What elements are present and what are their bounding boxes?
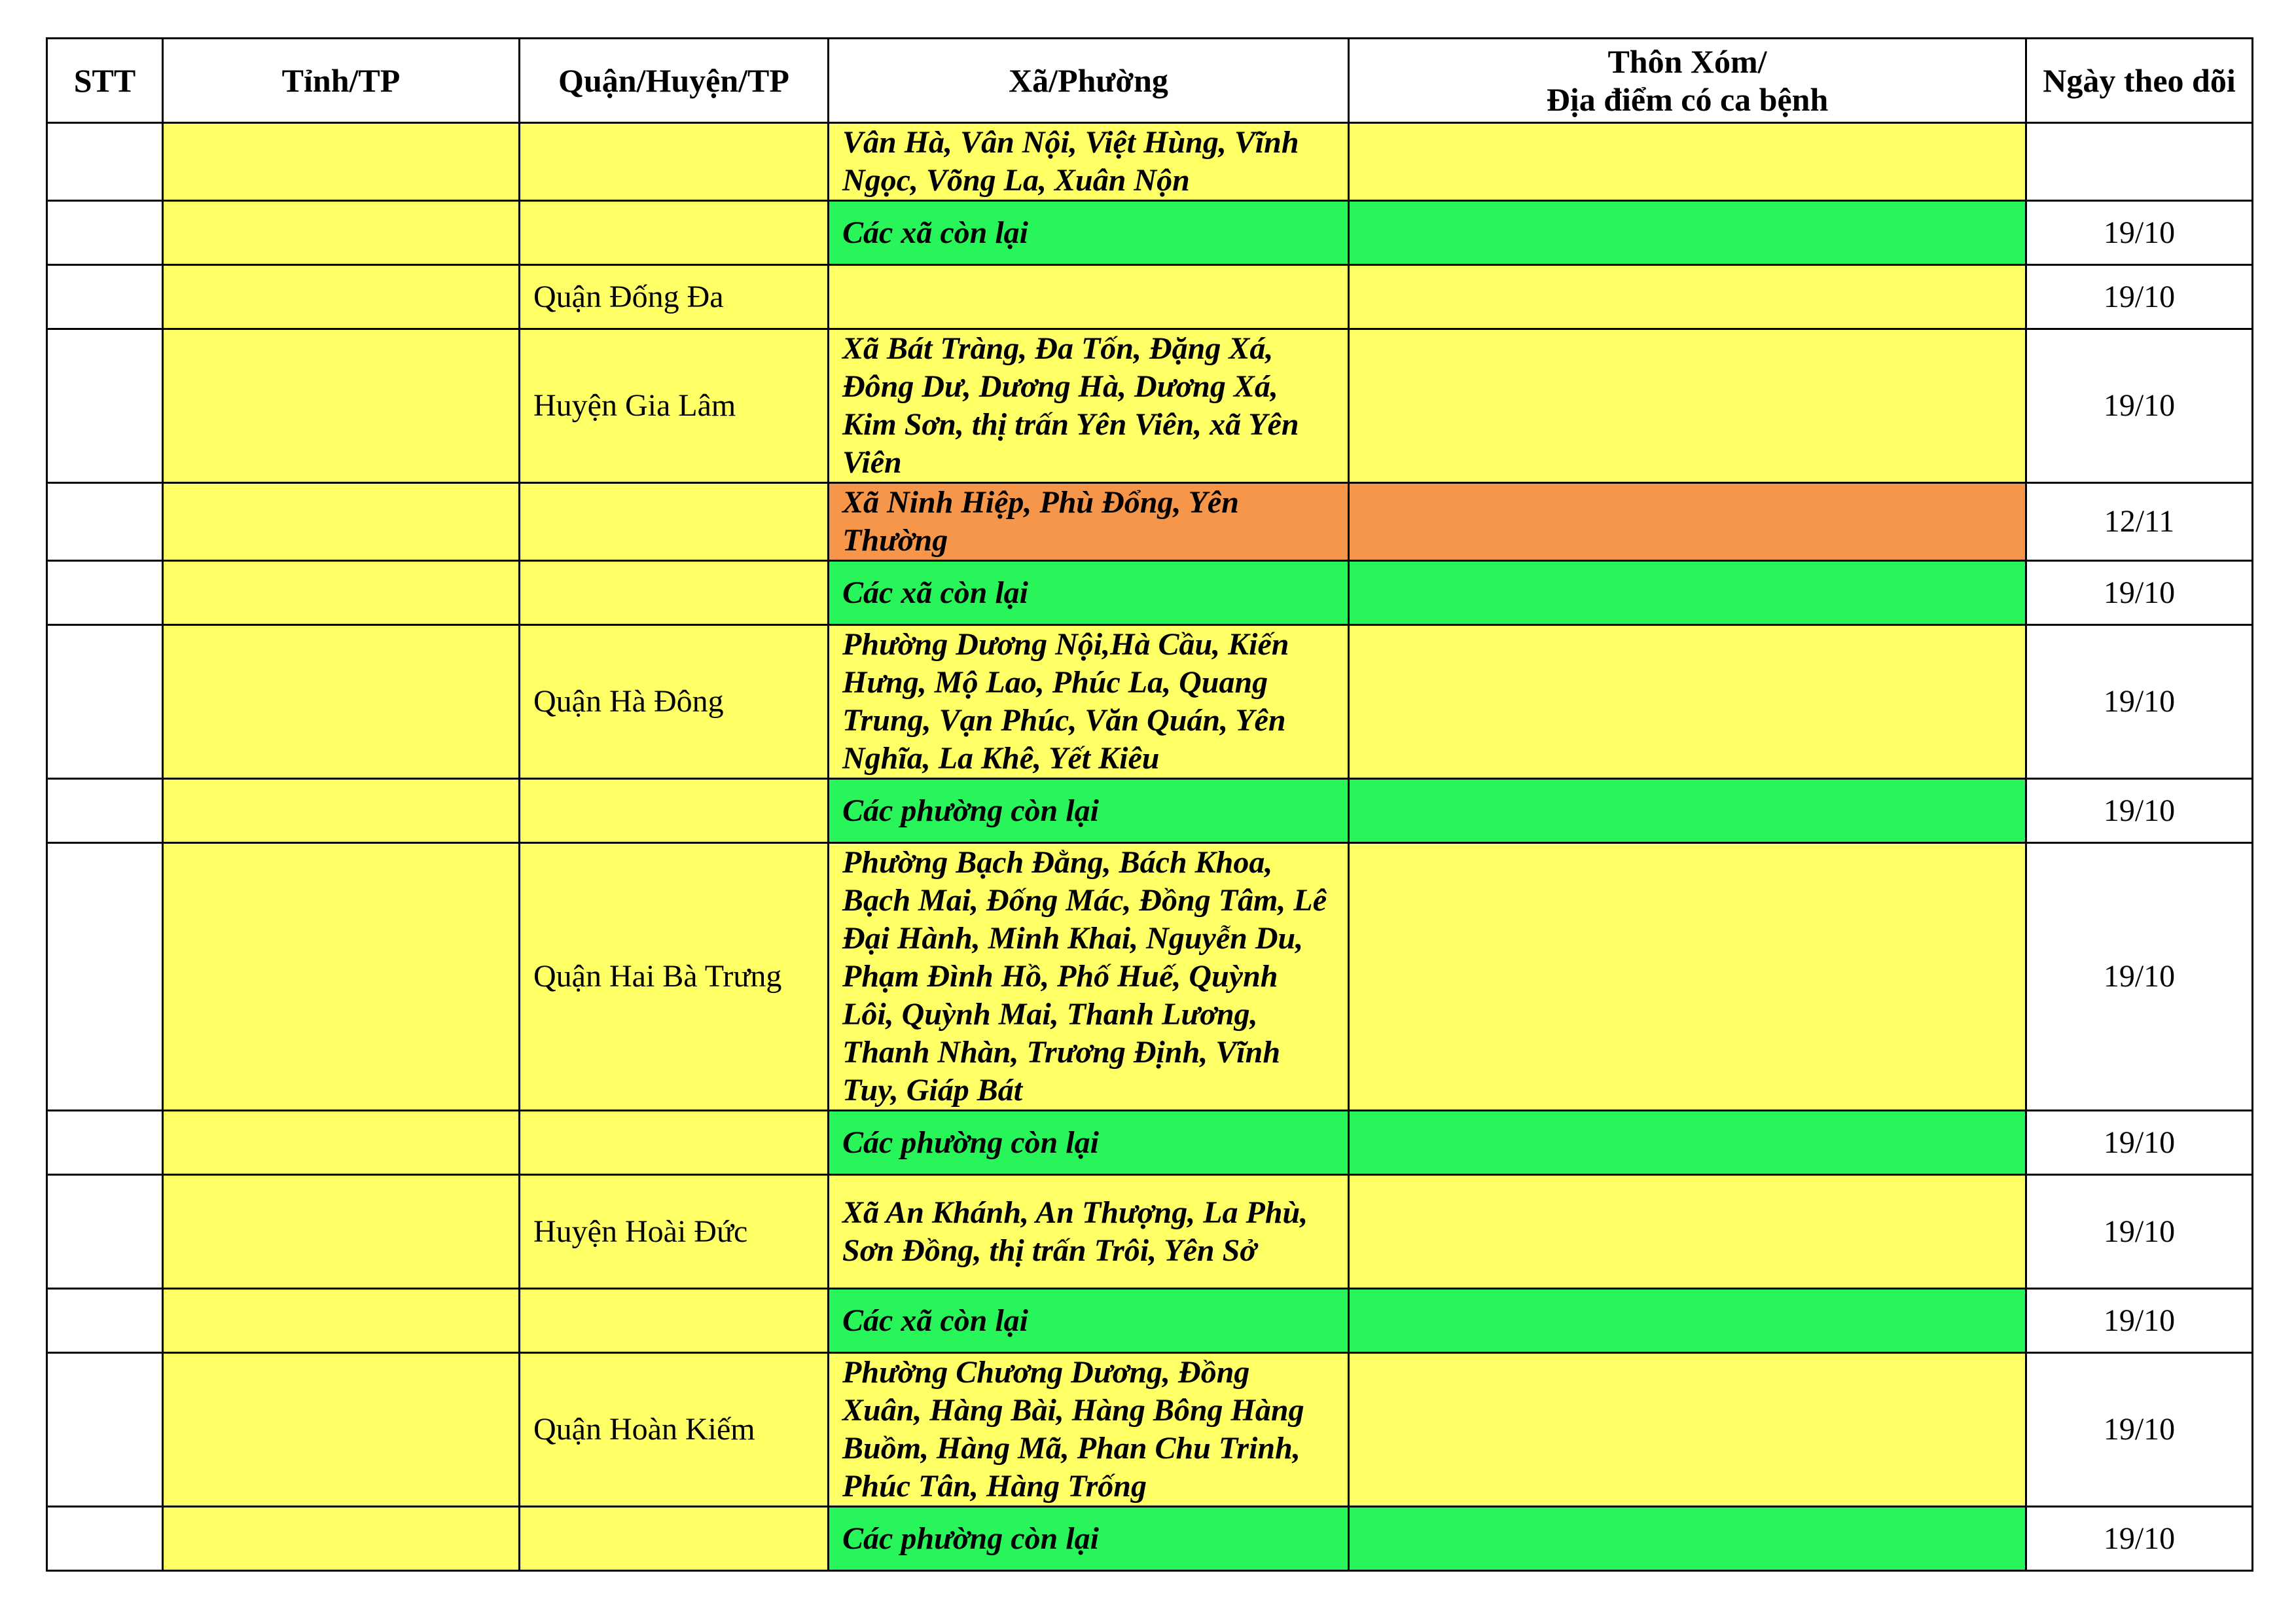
header-quan: Quận/Huyện/TP <box>520 39 829 123</box>
date-cell: 19/10 <box>2026 625 2253 779</box>
stt-cell <box>47 625 163 779</box>
date-cell: 19/10 <box>2026 265 2253 329</box>
covid-zone-table <box>46 37 2253 1572</box>
table-row <box>47 1111 2253 1175</box>
tinh-cell <box>163 329 520 483</box>
quan-cell <box>520 483 829 561</box>
xa-cell: Vân Hà, Vân Nội, Việt Hùng, Vĩnh Ngọc, Võng La, Xuân Nộn <box>829 123 1349 201</box>
stt-cell <box>47 1353 163 1507</box>
date-cell: 19/10 <box>2026 561 2253 625</box>
xa-cell: Phường Bạch Đằng, Bách Khoa, Bạch Mai, Đống Mác, Đồng Tâm, Lê Đại Hành, Minh Khai, Nguyễn Du, Phạm Đình Hồ, Phố Huế, Quỳnh Lôi, Quỳnh Mai, Thanh Lương, Thanh Nhàn, Trương Định, Vĩnh Tuy, Giáp Bát <box>829 843 1349 1111</box>
tinh-cell <box>163 201 520 265</box>
xa-cell: Các xã còn lại <box>829 561 1349 625</box>
table-row <box>47 483 2253 561</box>
quan-cell <box>520 1111 829 1175</box>
xa-cell: Xã An Khánh, An Thượng, La Phù, Sơn Đồng, thị trấn Trôi, Yên Sở <box>829 1175 1349 1289</box>
header-xa: Xã/Phường <box>829 39 1349 123</box>
tinh-cell <box>163 483 520 561</box>
stt-cell <box>47 1111 163 1175</box>
xa-cell: Các xã còn lại <box>829 1289 1349 1353</box>
thon-cell <box>1349 1353 2026 1507</box>
quan-cell: Huyện Hoài Đức <box>520 1175 829 1289</box>
stt-cell <box>47 483 163 561</box>
xa-cell: Các phường còn lại <box>829 1507 1349 1571</box>
thon-cell <box>1349 1507 2026 1571</box>
date-cell: 19/10 <box>2026 1111 2253 1175</box>
table-row <box>47 625 2253 779</box>
thon-cell <box>1349 201 2026 265</box>
thon-cell <box>1349 329 2026 483</box>
quan-cell <box>520 201 829 265</box>
stt-cell <box>47 843 163 1111</box>
table-row <box>47 1175 2253 1289</box>
xa-cell: Phường Chương Dương, Đồng Xuân, Hàng Bài, Hàng Bông Hàng Buồm, Hàng Mã, Phan Chu Trinh, Phúc Tân, Hàng Trống <box>829 1353 1349 1507</box>
tinh-cell <box>163 265 520 329</box>
table-row <box>47 1353 2253 1507</box>
table-body <box>47 123 2253 1571</box>
table-row <box>47 329 2253 483</box>
tinh-cell <box>163 843 520 1111</box>
tinh-cell <box>163 561 520 625</box>
tinh-cell <box>163 1289 520 1353</box>
thon-cell <box>1349 561 2026 625</box>
xa-cell: Các xã còn lại <box>829 201 1349 265</box>
table-row <box>47 123 2253 201</box>
header-thon-line1: Thôn Xóm/ <box>1607 43 1767 80</box>
header-ngay: Ngày theo dõi <box>2026 39 2253 123</box>
date-cell: 19/10 <box>2026 1353 2253 1507</box>
date-cell: 12/11 <box>2026 483 2253 561</box>
quan-cell <box>520 1507 829 1571</box>
table-row <box>47 843 2253 1111</box>
xa-cell: Phường Dương Nội,Hà Cầu, Kiến Hưng, Mộ Lao, Phúc La, Quang Trung, Vạn Phúc, Văn Quán, Yên Nghĩa, La Khê, Yết Kiêu <box>829 625 1349 779</box>
xa-cell: Xã Bát Tràng, Đa Tốn, Đặng Xá, Đông Dư, Dương Hà, Dương Xá, Kim Sơn, thị trấn Yên Viên, xã Yên Viên <box>829 329 1349 483</box>
stt-cell <box>47 201 163 265</box>
table-row <box>47 1507 2253 1571</box>
tinh-cell <box>163 123 520 201</box>
quan-cell: Quận Hà Đông <box>520 625 829 779</box>
thon-cell <box>1349 265 2026 329</box>
stt-cell <box>47 561 163 625</box>
header-tinh: Tỉnh/TP <box>163 39 520 123</box>
date-cell: 19/10 <box>2026 1289 2253 1353</box>
tinh-cell <box>163 1175 520 1289</box>
stt-cell <box>47 1507 163 1571</box>
header-thon-line2: Địa điểm có ca bệnh <box>1546 81 1829 118</box>
thon-cell <box>1349 483 2026 561</box>
table-row <box>47 779 2253 843</box>
table-row <box>47 265 2253 329</box>
quan-cell: Huyện Gia Lâm <box>520 329 829 483</box>
quan-cell <box>520 123 829 201</box>
quan-cell: Quận Hoàn Kiếm <box>520 1353 829 1507</box>
date-cell: 19/10 <box>2026 1175 2253 1289</box>
thon-cell <box>1349 779 2026 843</box>
tinh-cell <box>163 1507 520 1571</box>
table-row <box>47 201 2253 265</box>
xa-cell: Xã Ninh Hiệp, Phù Đổng, Yên Thường <box>829 483 1349 561</box>
quan-cell: Quận Đống Đa <box>520 265 829 329</box>
thon-cell <box>1349 123 2026 201</box>
thon-cell <box>1349 1175 2026 1289</box>
date-cell: 19/10 <box>2026 779 2253 843</box>
tinh-cell <box>163 779 520 843</box>
thon-cell <box>1349 1289 2026 1353</box>
xa-cell: Các phường còn lại <box>829 1111 1349 1175</box>
tinh-cell <box>163 1111 520 1175</box>
quan-cell: Quận Hai Bà Trưng <box>520 843 829 1111</box>
date-cell: 19/10 <box>2026 1507 2253 1571</box>
quan-cell <box>520 1289 829 1353</box>
stt-cell <box>47 329 163 483</box>
stt-cell <box>47 265 163 329</box>
table-row <box>47 1289 2253 1353</box>
date-cell <box>2026 123 2253 201</box>
stt-cell <box>47 1175 163 1289</box>
tinh-cell <box>163 1353 520 1507</box>
stt-cell <box>47 779 163 843</box>
date-cell: 19/10 <box>2026 329 2253 483</box>
thon-cell <box>1349 625 2026 779</box>
xa-cell <box>829 265 1349 329</box>
xa-cell: Các phường còn lại <box>829 779 1349 843</box>
table-row <box>47 561 2253 625</box>
thon-cell <box>1349 843 2026 1111</box>
date-cell: 19/10 <box>2026 843 2253 1111</box>
stt-cell <box>47 123 163 201</box>
header-stt: STT <box>47 39 163 123</box>
tinh-cell <box>163 625 520 779</box>
quan-cell <box>520 561 829 625</box>
stt-cell <box>47 1289 163 1353</box>
quan-cell <box>520 779 829 843</box>
date-cell: 19/10 <box>2026 201 2253 265</box>
header-thon <box>1349 39 2026 123</box>
thon-cell <box>1349 1111 2026 1175</box>
table-header-row <box>47 39 2253 123</box>
